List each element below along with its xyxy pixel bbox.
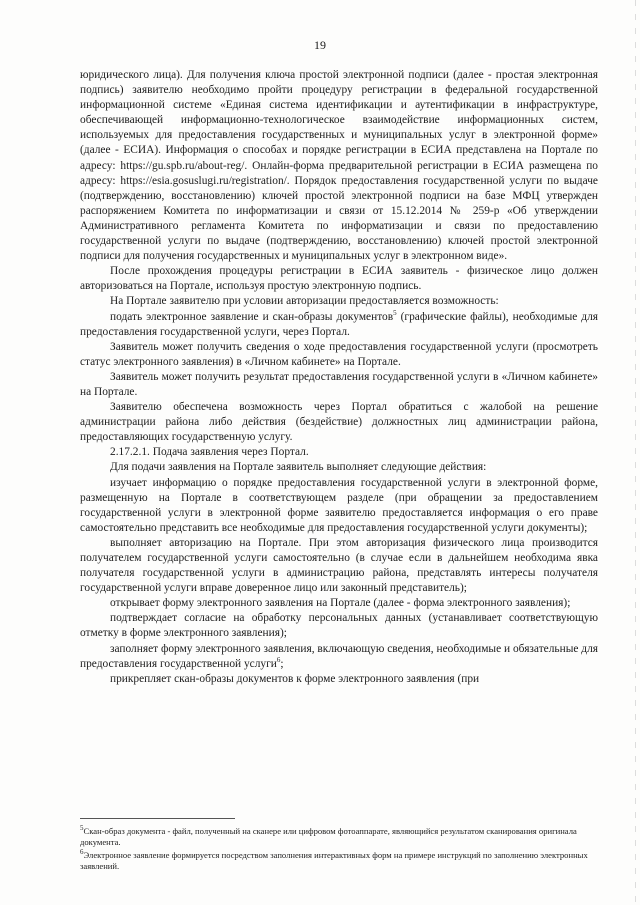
paragraph-text: ; bbox=[280, 657, 284, 670]
footnote-mark: 5 bbox=[80, 824, 84, 833]
paragraph-text: прикрепляет скан-образы документов к форме электронного заявления (при bbox=[110, 672, 480, 685]
paragraph-text: юридического лица). Для получения ключа простой электронной подписи (далее - простая электронная подпись) заявителю необходимо пройти процедуру регистрации в федеральной государственной информационной системе «Единая система идентификации и аутентификации в инфраструктуре, обеспечивающей информационно-технологическое взаимодействие информационных систем, используемых для предоставления государственных и муниципальных услуг в электронной форме» (далее - ЕСИА). Информация о способах и порядке регистрации в ЕСИА представлена на Портале по адресу: https://gu.spb.ru/about-reg/. Онлайн-форма предварительной регистрации в ЕСИА размещена по адресу: https://esia.gosuslugi.ru/registration/. Порядок предоставления государственной услуги по выдаче (подтверждению, восстановлению) ключей простой электронной подписи на базе МФЦ утвержден распоряжением Комитета по информатизации и связи от 15.12.2014 № 259-р «Об утверждении Административного регламента Комитета по информатизации и связи по предоставлению государственной услуги по выдаче (подтверждению, восстановлению) ключей простой электронной подписи для получения государственных и муниципальных услуг в электронном виде». bbox=[80, 69, 598, 263]
paragraph-text: заполняет форму электронного заявления, включающую сведения, необходимые и обязательные для предоставления государственной услуги bbox=[80, 642, 598, 670]
paragraph bbox=[80, 596, 598, 611]
section-heading bbox=[80, 445, 598, 460]
paragraph bbox=[80, 400, 598, 445]
footnote-separator bbox=[80, 818, 235, 819]
paragraph bbox=[80, 672, 598, 687]
paragraph-text: открывает форму электронного заявления на Портале (далее - форма электронного заявления); bbox=[110, 597, 571, 610]
paragraph-text: изучает информацию о порядке предоставления государственной услуги в электронной форме, размещенную на Портале в соответствующем разделе (при обращении за предоставлением государственной услуги в электронной форме заявителю предоставляется информация о его праве самостоятельно представить все необходимые для предоставления государственной услуги документы); bbox=[80, 476, 598, 534]
footnote bbox=[80, 826, 598, 849]
paragraph-text: выполняет авторизацию на Портале. При этом авторизация физического лица производится получателем государственной услуги самостоятельно (в случае если в дальнейшем необходима явка получателя государственной услуги в администрацию района, представлять интересы получателя государственной услуги вправе доверенное лицо или законный представитель); bbox=[80, 536, 598, 595]
paragraph bbox=[80, 264, 598, 294]
footnote bbox=[80, 847, 598, 873]
paragraph bbox=[80, 642, 598, 672]
paragraph-text: подтверждает согласие на обработку персональных данных (устанавливает соответствующую отметку в форме электронного заявления); bbox=[80, 612, 598, 640]
paragraph bbox=[80, 476, 598, 536]
paragraph bbox=[80, 536, 598, 596]
paragraph bbox=[80, 68, 598, 264]
paragraph-text: Заявителю обеспечена возможность через Портал обратиться с жалобой на решение администрации района либо действия (бездействие) должностных лиц администрации района, предоставляющих государственную услугу. bbox=[80, 401, 598, 444]
paragraph bbox=[80, 340, 598, 370]
paragraph-text: Для подачи заявления на Портале заявитель выполняет следующие действия: bbox=[110, 461, 487, 474]
paragraph-text: Заявитель может получить сведения о ходе предоставления государственной услуги (просмотреть статус электронного заявления) в «Личном кабинете» на Портале. bbox=[80, 340, 598, 368]
paragraph-text: После прохождения процедуры регистрации в ЕСИА заявитель - физическое лицо должен авторизоваться на Портале, используя простую электронную подпись. bbox=[80, 265, 598, 293]
footnote-ref: 6 bbox=[276, 655, 281, 664]
paragraph-text: Заявитель может получить результат предоставления государственной услуги в «Личном кабинете» на Портале. bbox=[80, 370, 598, 398]
footnote-mark: 6 bbox=[80, 847, 84, 856]
paragraph bbox=[80, 310, 598, 340]
paragraph-text: 2.17.2.1. Подача заявления через Портал. bbox=[110, 446, 309, 459]
footnote-text: Электронное заявление формируется посредством заполнения интерактивных форм на примере инструкций по заполнению электронных заявлений. bbox=[80, 849, 588, 872]
page-number: 19 bbox=[314, 38, 326, 52]
footnote-text: Скан-образ документа - файл, полученный на сканере или цифровом фотоаппарате, являющийся результатом сканирования оригинала документа. bbox=[80, 826, 577, 848]
paragraph bbox=[80, 460, 598, 475]
paragraph-text: подать электронное заявление и скан-образы документов bbox=[110, 310, 394, 323]
paragraph bbox=[80, 370, 598, 400]
paragraph-text: (графические файлы), необходимые для предоставления государственной услуги, через Портал. bbox=[80, 310, 598, 338]
scan-edge-artifact bbox=[635, 0, 636, 905]
paragraph bbox=[80, 294, 598, 309]
paragraph-text: На Портале заявителю при условии авторизации предоставляется возможность: bbox=[110, 295, 499, 308]
footnotes bbox=[80, 826, 598, 874]
footnote-ref: 5 bbox=[393, 308, 397, 317]
paragraph bbox=[80, 611, 598, 641]
body-text bbox=[80, 68, 598, 687]
